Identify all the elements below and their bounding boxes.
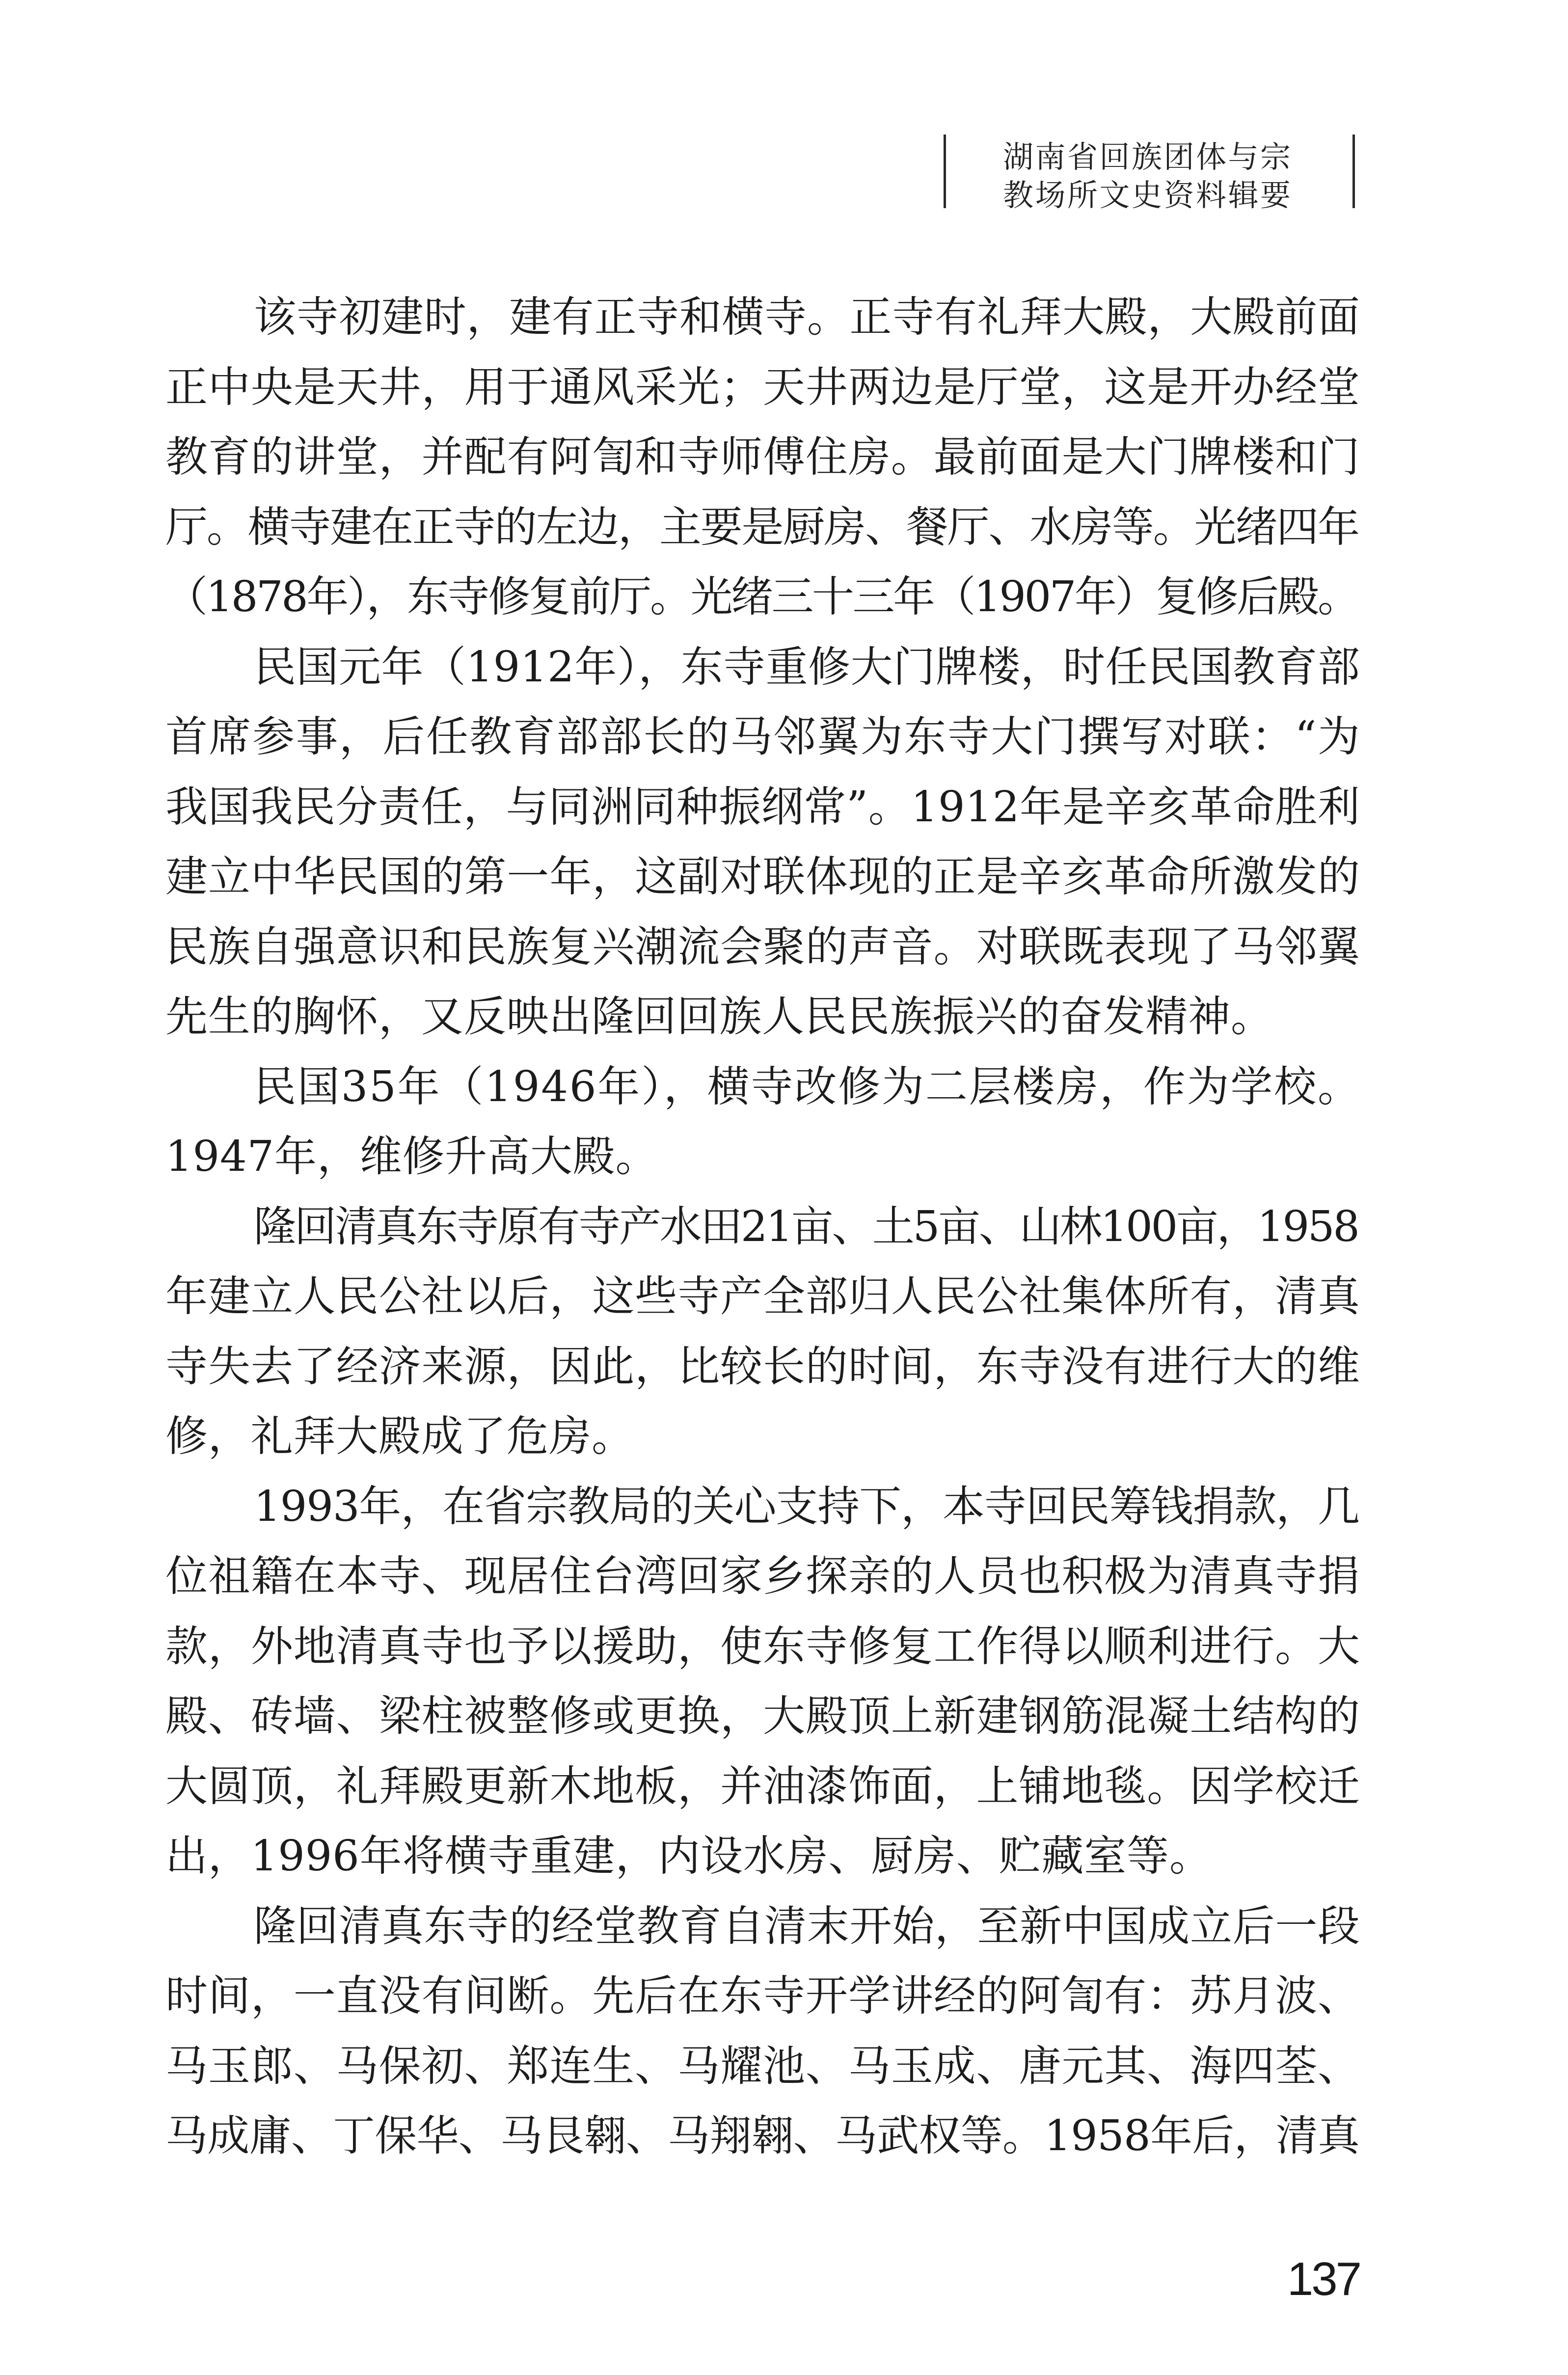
text-line (165, 1752, 1360, 1822)
line-text: （1878年），东寺修复前厅。光绪三十三年（1907年）复修后殿。 (165, 572, 1358, 621)
paragraph (165, 632, 1360, 1052)
text-line (165, 1122, 1360, 1192)
running-header-text: 湖南省回族团体与宗 (1003, 139, 1293, 175)
line-text: 款，外地清真寺也予以援助，使东寺修复工作得以顺利进行。大 (165, 1621, 1360, 1671)
paragraph (165, 282, 1360, 632)
line-text: 大圆顶，礼拜殿更新木地板，并油漆饰面，上铺地毯。因学校迁 (165, 1761, 1360, 1811)
text-line (165, 1961, 1360, 2031)
paragraph (165, 1052, 1360, 1192)
paragraph (165, 1472, 1360, 1891)
line-text: 时间，一直没有间断。先后在东寺开学讲经的阿訇有：苏月波、 (165, 1971, 1360, 2021)
running-header-line (1003, 138, 1291, 176)
line-text: 民国元年（1912年），东寺重修大门牌楼，时任民国教育部 (254, 642, 1360, 692)
text-line (165, 492, 1360, 563)
line-text: 殿、砖墙、梁柱被整修或更换，大殿顶上新建钢筋混凝土结构的 (165, 1692, 1360, 1741)
line-text: 民国35年（1946年），横寺改修为二层楼房，作为学校。 (254, 1062, 1361, 1111)
line-text: 年建立人民公社以后，这些寺产全部归人民公社集体所有，清真 (165, 1272, 1360, 1321)
text-line (165, 1681, 1360, 1752)
text-line (165, 562, 1360, 632)
line-text: 修，礼拜大殿成了危房。 (165, 1412, 634, 1461)
text-line (165, 2101, 1360, 2171)
line-text: 马玉郎、马保初、郑连生、马耀池、马玉成、唐元其、海四荃、 (165, 2041, 1360, 2091)
text-line (165, 632, 1360, 702)
line-text: 隆回清真东寺的经堂教育自清末开始，至新中国成立后一段 (254, 1901, 1360, 1951)
header-divider-right (1352, 135, 1355, 208)
text-line (165, 1821, 1360, 1891)
text-line (165, 982, 1360, 1052)
header-divider-left (944, 135, 946, 208)
text-line (165, 772, 1360, 842)
text-line (165, 2031, 1360, 2102)
text-line (165, 352, 1360, 423)
text-line (165, 1262, 1360, 1332)
line-text: 寺失去了经济来源，因此，比较长的时间，东寺没有进行大的维 (165, 1342, 1360, 1391)
text-line (165, 1891, 1360, 1962)
page-number: 137 (1287, 2253, 1360, 2305)
running-header-text: 教场所文史资料辑要 (1003, 177, 1293, 213)
paragraph (165, 1891, 1360, 2171)
running-header (1003, 138, 1291, 215)
text-line (165, 1402, 1360, 1472)
line-text: 教育的讲堂，并配有阿訇和寺师傅住房。最前面是大门牌楼和门 (165, 432, 1360, 482)
line-text: 正中央是天井，用于通风采光；天井两边是厅堂，这是开办经堂 (165, 362, 1360, 412)
text-line (165, 422, 1360, 492)
line-text: 1993年，在省宗教局的关心支持下，本寺回民筹钱捐款，几 (254, 1482, 1359, 1531)
running-header-line (1003, 176, 1291, 215)
text-line (165, 1052, 1360, 1122)
line-text: 先生的胸怀，又反映出隆回回族人民民族振兴的奋发精神。 (165, 992, 1273, 1041)
text-line (165, 702, 1360, 772)
line-text: 首席参事，后任教育部部长的马邻翼为东寺大门撰写对联：“为 (165, 712, 1361, 761)
line-text: 该寺初建时，建有正寺和横寺。正寺有礼拜大殿，大殿前面 (254, 293, 1360, 342)
body-text (165, 282, 1360, 2171)
line-text: 1947年，维修升高大殿。 (165, 1132, 658, 1181)
paragraph (165, 1192, 1360, 1472)
line-text: 厅。横寺建在正寺的左边，主要是厨房、餐厅、水房等。光绪四年 (165, 502, 1359, 552)
text-line (165, 912, 1360, 982)
line-text: 位祖籍在本寺、现居住台湾回家乡探亲的人员也积极为清真寺捐 (165, 1552, 1360, 1601)
line-text: 出，1996年将横寺重建，内设水房、厨房、贮藏室等。 (165, 1832, 1212, 1881)
line-text: 马成庸、丁保华、马艮翱、马翔翱、马武权等。1958年后，清真 (165, 2111, 1360, 2160)
text-line (165, 1612, 1360, 1682)
line-text: 民族自强意识和民族复兴潮流会聚的声音。对联既表现了马邻翼 (165, 922, 1360, 972)
text-line (165, 1332, 1360, 1402)
text-line (165, 1541, 1360, 1612)
line-text: 我国我民分责任，与同洲同种振纲常”。1912年是辛亥革命胜利 (165, 782, 1360, 832)
line-text: 隆回清真东寺原有寺产水田21亩、土5亩、山林100亩，1958 (254, 1202, 1358, 1251)
line-text: 建立中华民国的第一年，这副对联体现的正是辛亥革命所激发的 (165, 852, 1360, 901)
text-line (165, 1192, 1360, 1262)
text-line (165, 1472, 1360, 1542)
text-line (165, 842, 1360, 912)
text-line (165, 282, 1360, 352)
